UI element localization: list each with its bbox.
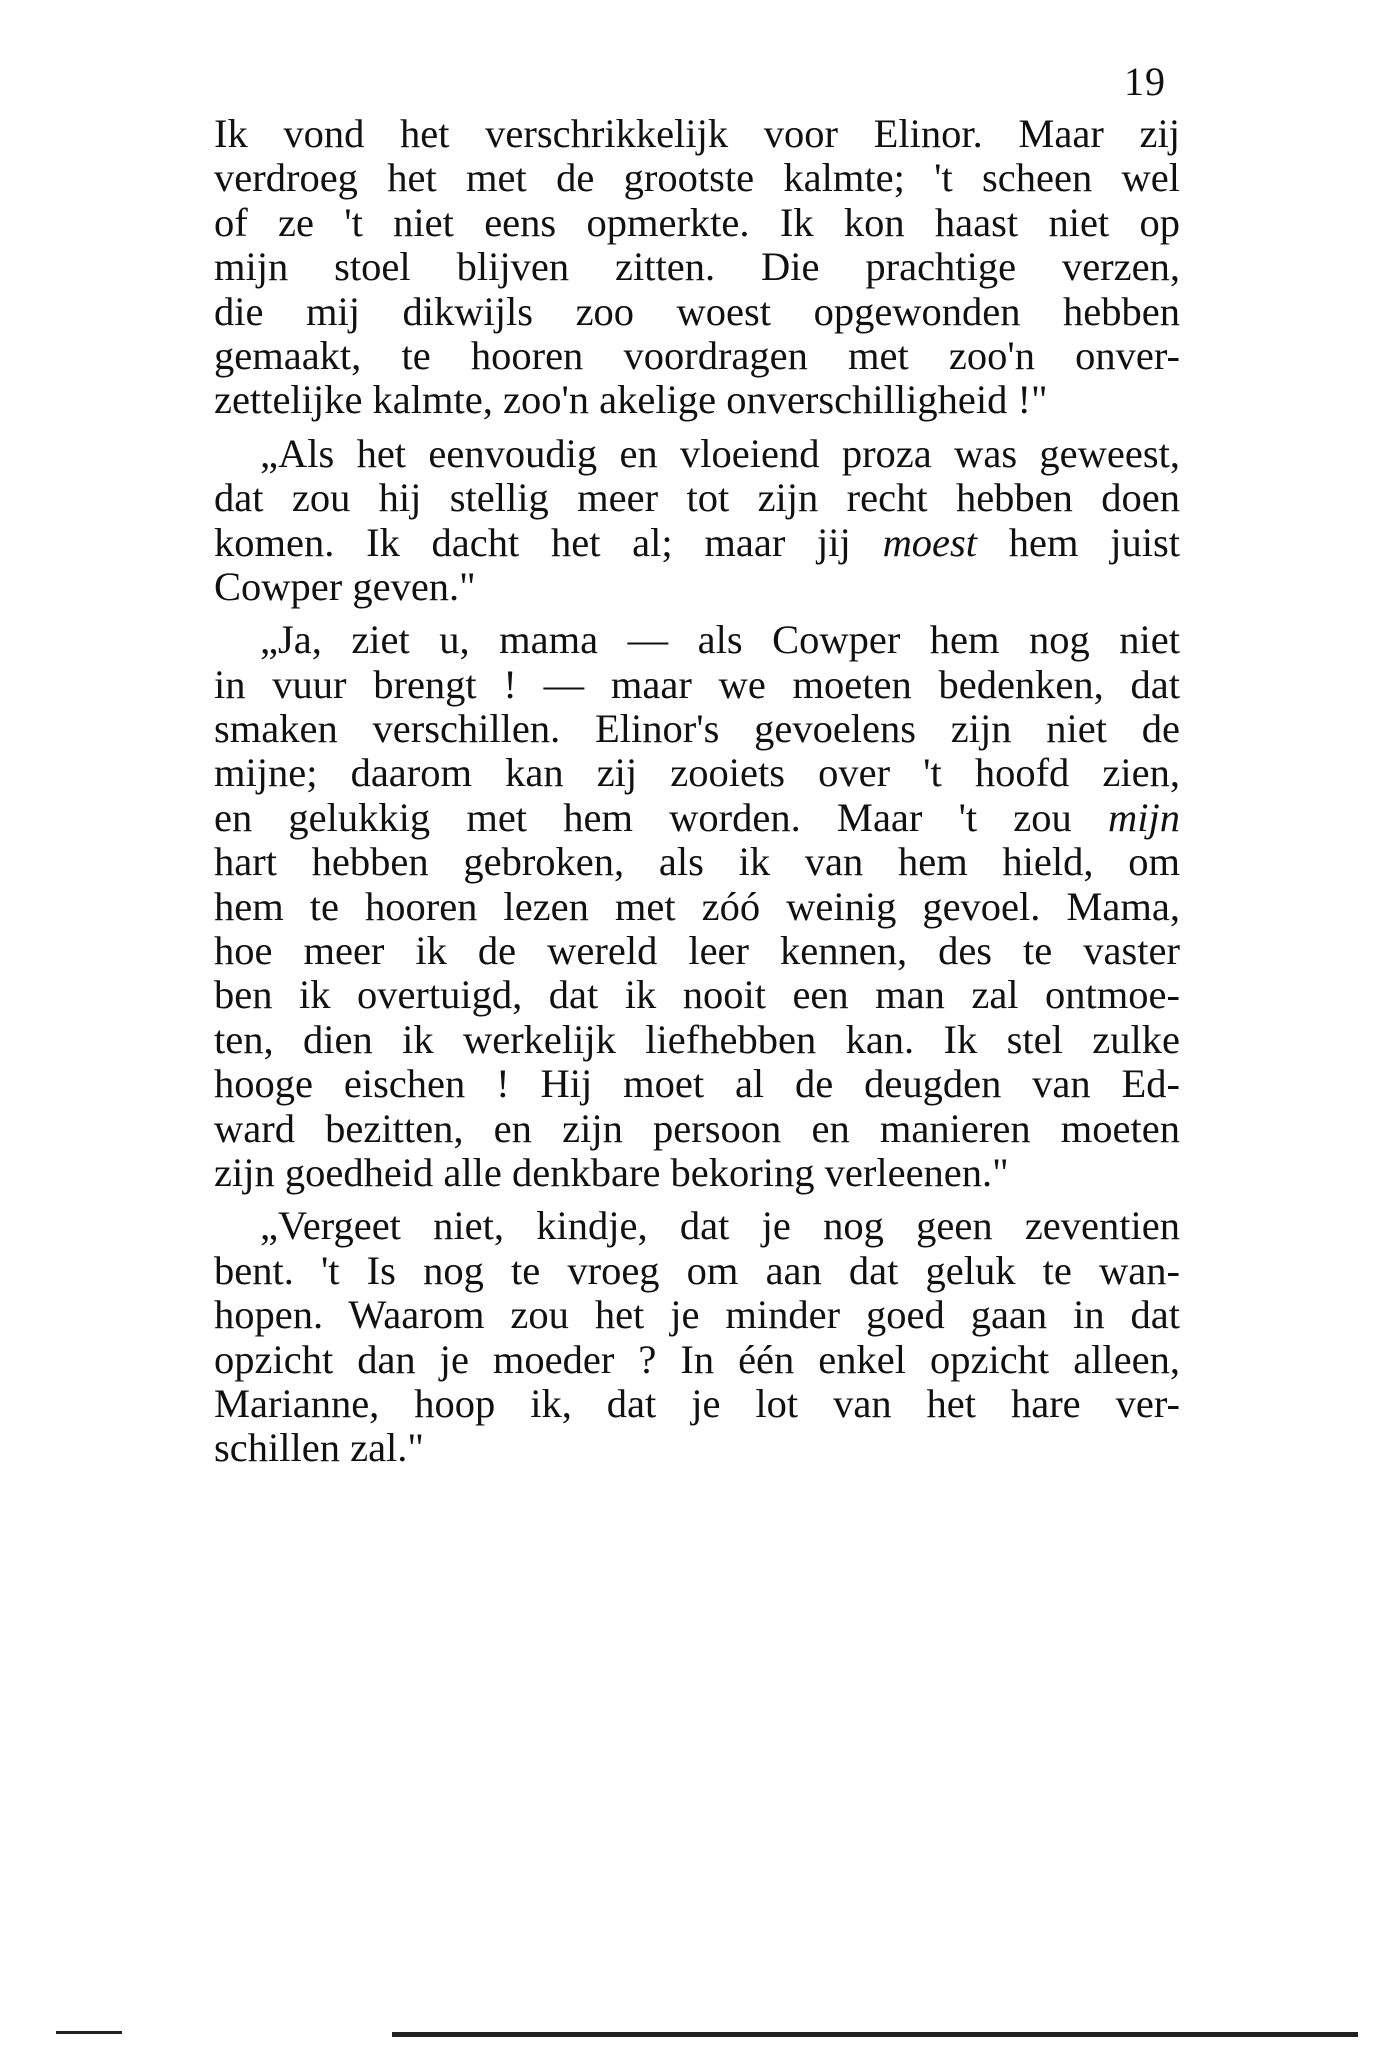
text-line: dat zou hij stellig meer tot zijn recht hebben doen [214,475,1180,521]
text-line: Marianne, hoop ik, dat je lot van het hare ver- [214,1380,1180,1426]
text-line: zettelijke kalmte, zoo'n akelige onverschilligheid !" [214,377,1048,423]
text-line: „Als het eenvoudig en vloeiend proza was geweest, [260,430,1180,476]
text-line: hooge eischen ! Hij moet al de deugden van Ed- [214,1061,1180,1107]
scan-edge-rule-right [392,2032,1358,2037]
page-number: 19 [1124,59,1166,104]
text-line-segment: komen. Ik dacht het al; maar jij [214,519,851,565]
text-line [214,796,1180,840]
text-line: hart hebben gebroken, als ik van hem hield, om [214,839,1180,885]
text-line: ten, dien ik werkelijk liefhebben kan. Ik stel zulke [214,1016,1180,1062]
text-line-segment: hem juist [1008,519,1181,565]
paragraph-2 [214,432,1180,610]
text-line: die mij dikwijls zoo woest opgewonden hebben [214,288,1180,334]
text-line: of ze 't niet eens opmerkte. Ik kon haast niet op [214,199,1180,245]
italic-emphasis: mijn [1107,794,1180,840]
text-line: „Vergeet niet, kindje, dat je nog geen zeventien [260,1203,1180,1249]
text-line: ben ik overtuigd, dat ik nooit een man zal ontmoe- [214,972,1180,1018]
paragraph-4 [214,1204,1180,1470]
paragraph-3 [214,618,1180,1195]
paragraph-1 [214,112,1180,423]
text-line: zijn goedheid alle denkbare bekoring verleenen." [214,1149,1009,1195]
text-line-segment: en gelukkig met hem worden. Maar 't zou [214,794,1072,840]
text-line: Cowper geven." [214,563,476,609]
text-line: mijne; daarom kan zij zooiets over 't hoofd zien, [214,750,1180,796]
text-line: schillen zal." [214,1425,424,1471]
text-line: ward bezitten, en zijn persoon en manieren moeten [214,1105,1180,1151]
text-line: „Ja, ziet u, mama — als Cowper hem nog niet [260,617,1180,663]
text-line: gemaakt, te hooren voordragen met zoo'n onver- [214,332,1180,378]
scan-edge-rule-left [56,2031,122,2034]
text-line: opzicht dan je moeder ? In één enkel opzicht alleen, [214,1336,1180,1382]
text-line: hopen. Waarom zou het je minder goed gaan in dat [214,1292,1180,1338]
text-line: hem te hooren lezen met zóó weinig gevoel. Mama, [214,883,1180,929]
text-line: smaken verschillen. Elinor's gevoelens zijn niet de [214,706,1180,752]
text-line [214,521,1180,565]
body-text [214,112,1180,1471]
text-line: Ik vond het verschrikkelijk voor Elinor. Maar zij [214,111,1180,156]
text-line: verdroeg het met de grootste kalmte; 't scheen wel [214,155,1180,201]
text-line: mijn stoel blijven zitten. Die prachtige verzen, [214,244,1180,290]
italic-emphasis: moest [882,519,978,565]
text-line: bent. 't Is nog te vroeg om aan dat geluk te wan- [214,1247,1180,1293]
text-line: in vuur brengt ! — maar we moeten bedenken, dat [214,661,1180,707]
text-line: hoe meer ik de wereld leer kennen, des te vaster [214,928,1180,974]
